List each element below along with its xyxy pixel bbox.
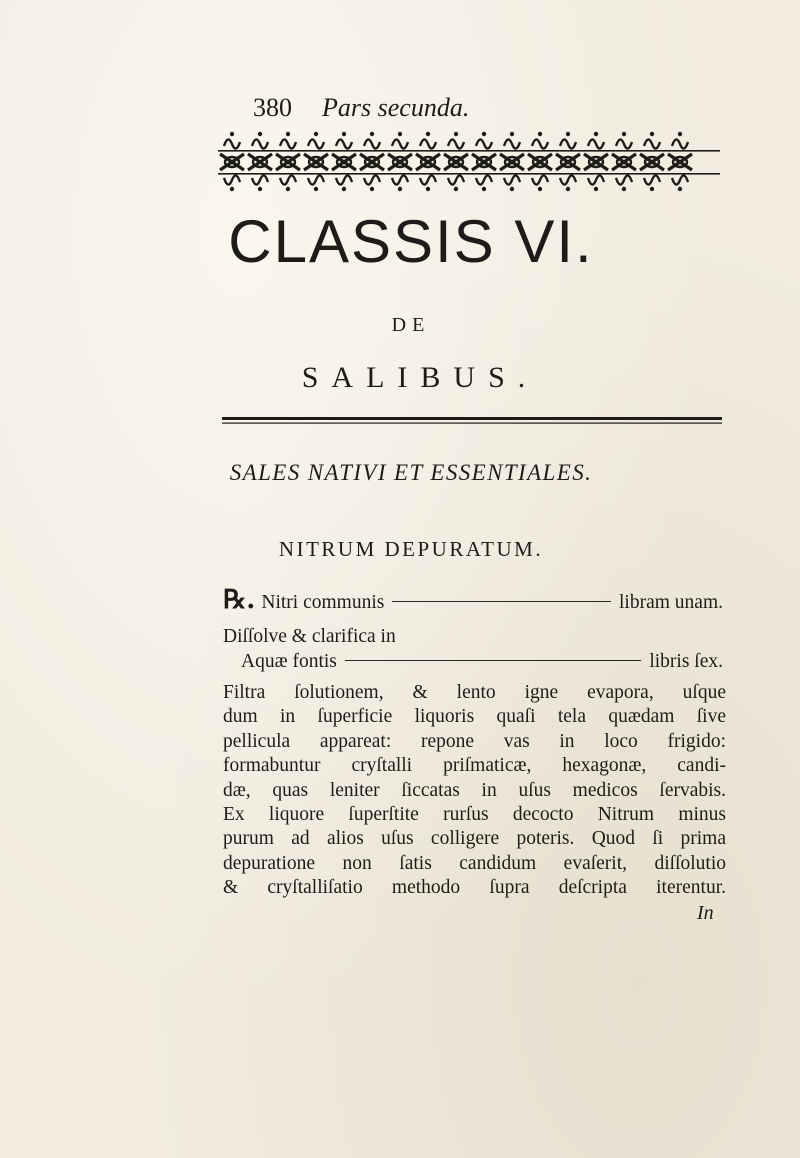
ingredient-line-1 — [223, 585, 723, 615]
paragraph-line: dæ, quas leniter ſiccatas in uſus medicos ſervabis. — [223, 779, 726, 801]
running-head: Pars secunda. — [322, 93, 470, 122]
subject-heading: SALIBUS. — [301, 361, 539, 394]
ingredient-quantity: libram unam. — [619, 592, 723, 613]
body-paragraph — [223, 681, 726, 901]
leader-rule — [392, 601, 611, 602]
class-heading: CLASSIS VI. — [228, 208, 594, 275]
paragraph-line: Ex liquore ſuperſtite rurſus decocto Nitrum minus — [223, 804, 726, 826]
catchword: In — [697, 902, 714, 924]
ingredient-line-2 — [223, 650, 723, 674]
page-number: 380 — [253, 93, 292, 122]
double-rule-divider — [222, 417, 722, 426]
paragraph-line: depuratione non ſatis candidum evaſerit, diſſolutio — [223, 852, 726, 874]
section-title: SALES NATIVI ET ESSENTIALES. — [229, 460, 593, 485]
ingredient-name: Aquæ fontis — [241, 651, 337, 672]
instruction-line: Diſſolve & clarifica in — [223, 626, 396, 647]
ingredient-quantity: libris ſex. — [649, 651, 723, 672]
paragraph-line: Filtra ſolutionem, & lento igne evapora, uſque — [223, 682, 726, 703]
fleuron-band-ornament-icon — [218, 126, 720, 196]
ingredient-name: Nitri communis — [261, 592, 385, 613]
paragraph-line: formabuntur cryſtalli priſmaticæ, hexagonæ, candi- — [223, 755, 726, 777]
leader-rule — [345, 660, 641, 661]
paragraph-line: & cryſtalliſatio methodo ſupra deſcripta iterentur. — [223, 877, 726, 899]
paragraph-line: pellicula appareat: repone vas in loco frigido: — [223, 730, 726, 752]
de-heading: DE — [391, 314, 431, 336]
recipe-title: NITRUM DEPURATUM. — [278, 537, 544, 561]
recipe-symbol: ℞. — [223, 585, 256, 615]
paragraph-line: purum ad alios uſus colligere poteris. Quod ſi prima — [223, 828, 726, 850]
paragraph-line: dum in ſuperficie liquoris quaſi tela quædam ſive — [223, 706, 726, 728]
page-header — [253, 93, 469, 123]
